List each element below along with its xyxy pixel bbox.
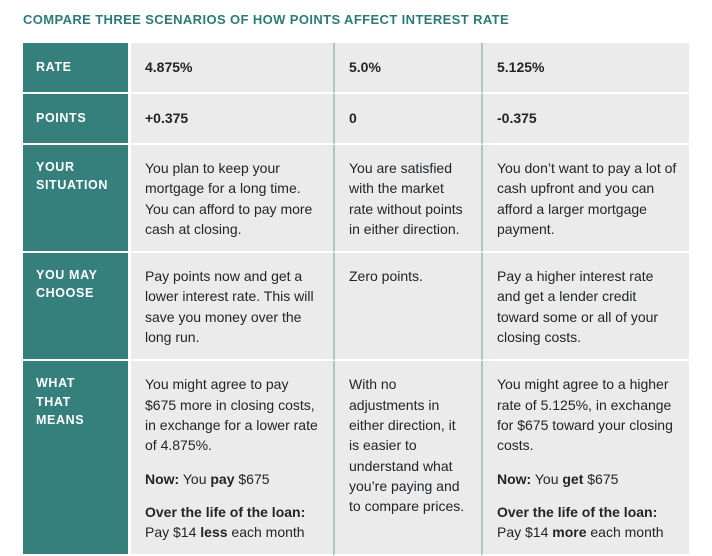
cell-rate-scenario-3: 5.125% — [481, 43, 689, 94]
row-header-you-may-choose: YOU MAY CHOOSE — [23, 253, 131, 361]
table-row-your-situation — [23, 145, 689, 253]
row-header-your-situation: YOUR SITUATION — [23, 145, 131, 253]
cell-choose-scenario-2: Zero points. — [333, 253, 481, 361]
cell-situation-scenario-2: You are satisfied with the market rate without points in either direction. — [333, 145, 481, 253]
cell-points-scenario-2: 0 — [333, 94, 481, 145]
cell-rate-scenario-1: 4.875% — [131, 43, 333, 94]
scenarios-table — [23, 43, 689, 556]
cell-means-scenario-3: You might agree to a higher rate of 5.125%, in exchange for $675 toward your closing costs. Now: You get $675 Over the life of the loan: Pay $14 more each month — [481, 361, 689, 556]
row-header-points: POINTS — [23, 94, 131, 145]
cell-means-scenario-2: With no adjustments in either direction, it is easier to understand what you’re paying and to compare prices. — [333, 361, 481, 556]
table-row-what-that-means — [23, 361, 689, 556]
cell-situation-scenario-1: You plan to keep your mortgage for a long time. You can afford to pay more cash at closing. — [131, 145, 333, 253]
row-header-rate: RATE — [23, 43, 131, 94]
cell-points-scenario-3: -0.375 — [481, 94, 689, 145]
table-row-rate — [23, 43, 689, 94]
cell-choose-scenario-3: Pay a higher interest rate and get a lender credit toward some or all of your closing costs. — [481, 253, 689, 361]
cell-points-scenario-1: +0.375 — [131, 94, 333, 145]
table-row-points — [23, 94, 689, 145]
table-row-you-may-choose — [23, 253, 689, 361]
page-title: COMPARE THREE SCENARIOS OF HOW POINTS AFFECT INTEREST RATE — [23, 12, 510, 27]
cell-situation-scenario-3: You don’t want to pay a lot of cash upfront and you can afford a larger mortgage payment. — [481, 145, 689, 253]
row-header-what-that-means: WHAT THAT MEANS — [23, 361, 131, 556]
cell-choose-scenario-1: Pay points now and get a lower interest rate. This will save you money over the long run. — [131, 253, 333, 361]
cell-means-scenario-1: You might agree to pay $675 more in closing costs, in exchange for a lower rate of 4.875%. Now: You pay $675 Over the life of the loan: Pay $14 less each month — [131, 361, 333, 556]
cell-rate-scenario-2: 5.0% — [333, 43, 481, 94]
